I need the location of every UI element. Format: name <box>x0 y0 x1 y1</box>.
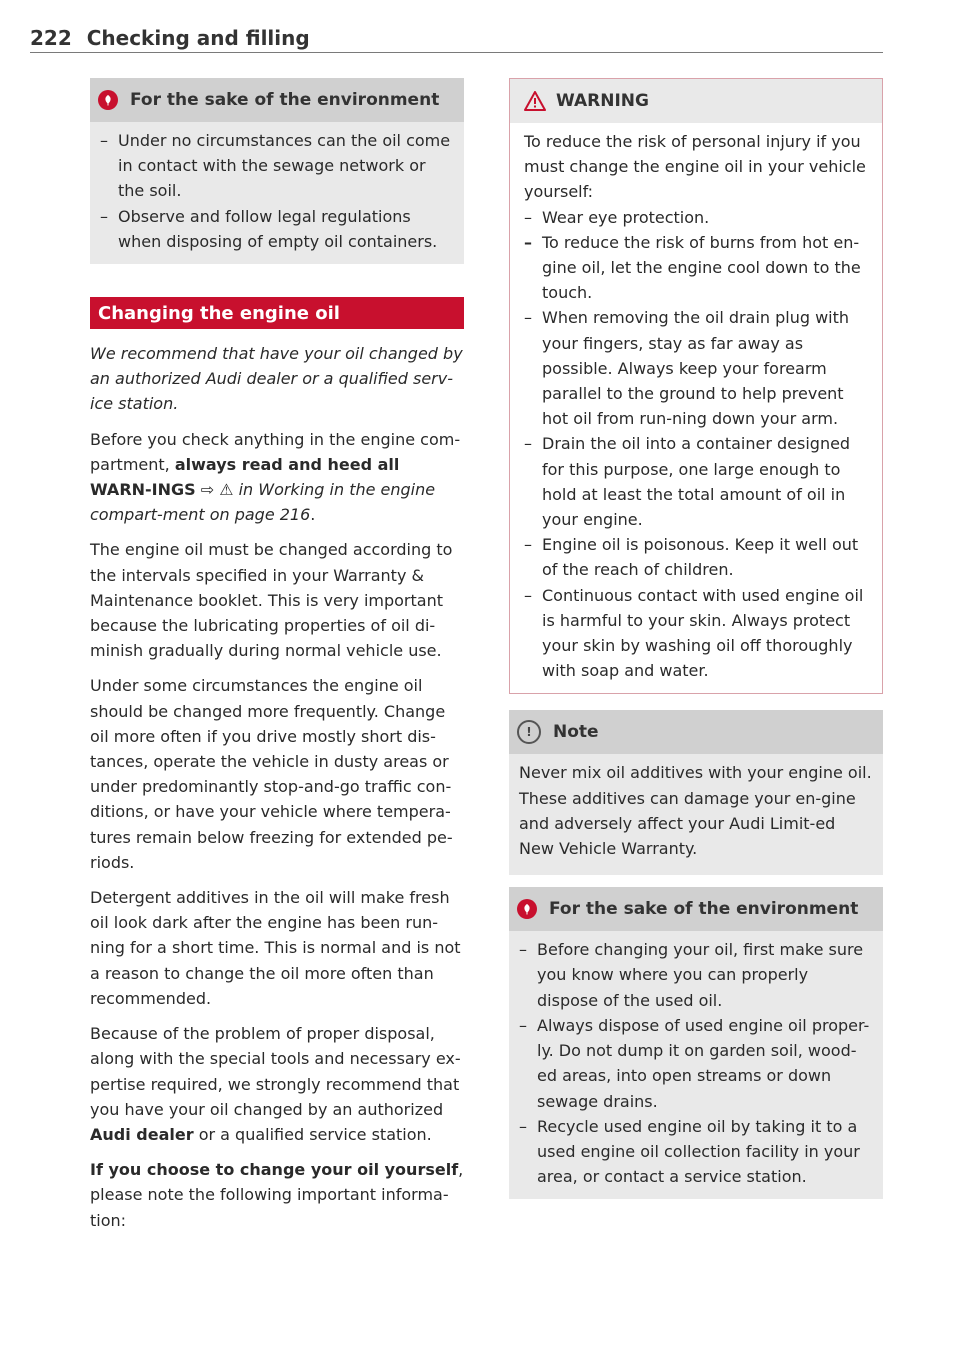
note-box <box>509 710 883 875</box>
warning-reference-paragraph <box>90 427 464 528</box>
right-column <box>509 78 883 1199</box>
list-item: – Under no circumstances can the oil come in contact with the sewage network or the soil. <box>100 128 454 204</box>
list-item: – Recycle used engine oil by taking it to a used engine oil collection facility in your area, or contact a service station. <box>519 1114 873 1190</box>
environment-list <box>519 937 873 1189</box>
text-run: Because of the problem of proper disposal, along with the special tools and necessary ex-pertise required, we strongly recommend that you have your oil changed by an authorized <box>90 1024 461 1119</box>
environment-box-title: For the sake of the environment <box>130 90 440 110</box>
left-column <box>90 78 464 1233</box>
list-item: – When removing the oil drain plug with your fingers, stay as far away as possible. Always keep your forearm parallel to the ground to help prevent hot oil from run-ning down your arm. <box>524 305 870 431</box>
warning-title: WARNING <box>556 91 649 111</box>
environment-box-right <box>509 887 883 1199</box>
leaf-icon <box>517 899 537 919</box>
list-item: – Before changing your oil, first make sure you know where you can properly dispose of the used oil. <box>519 937 873 1013</box>
list-item: – Wear eye protection. <box>524 205 870 230</box>
warning-triangle-icon <box>524 91 546 111</box>
list-item: – To reduce the risk of burns from hot en-gine oil, let the engine cool down to the touch. <box>524 230 870 306</box>
text-run: or a qualified service station. <box>193 1124 432 1144</box>
list-item: – Engine oil is poisonous. Keep it well out of the reach of children. <box>524 532 870 582</box>
section-title: Changing the engine oil <box>90 297 464 329</box>
warning-intro: To reduce the risk of personal injury if you must change the engine oil in your vehicle yourself: <box>524 132 866 202</box>
paragraph: Detergent additives in the oil will make fresh oil look dark after the engine has been run-ning for a short time. This is normal and is not a reason to change the oil more often than recommended. <box>90 888 461 1008</box>
environment-box-header <box>90 78 464 122</box>
note-body <box>509 754 883 875</box>
leaf-icon <box>98 90 118 110</box>
warning-box <box>509 78 883 694</box>
chapter-title: Checking and filling <box>86 26 310 50</box>
environment-box-title: For the sake of the environment <box>549 899 859 920</box>
bold-text: Audi dealer <box>90 1124 194 1144</box>
environment-list <box>100 128 454 254</box>
intro-paragraph: We recommend that have your oil changed by an authorized Audi dealer or a qualified serv-ice station. <box>90 344 463 414</box>
page-reference-link[interactable]: ⇨ ⚠ in Working in the engine compart-ment on page 216 <box>90 480 436 525</box>
paragraph <box>90 1021 464 1147</box>
text-run: Before you check anything in the engine com-partment, <box>90 429 461 474</box>
page-number: 222 <box>30 26 72 50</box>
environment-box-body <box>90 122 464 264</box>
spacer <box>509 875 883 887</box>
environment-box-header <box>509 887 883 931</box>
page-header <box>30 26 883 53</box>
bold-text: If you choose to change your oil yourself <box>90 1160 459 1180</box>
text-run: , please note the following important informa-tion: <box>90 1160 464 1230</box>
exclamation-icon: ! <box>517 720 541 744</box>
environment-box-left <box>90 78 464 264</box>
list-item: – Continuous contact with used engine oil is harmful to your skin. Always protect your skin by washing oil off thoroughly with soap and water. <box>524 583 870 684</box>
spacer <box>509 694 883 710</box>
warning-header <box>510 79 882 123</box>
list-item: – Always dispose of used engine oil proper-ly. Do not dump it on garden soil, wood-ed areas, into open streams or down sewage drains. <box>519 1013 873 1114</box>
bold-text: always read and heed all WARN-INGS <box>90 454 400 500</box>
paragraph <box>90 1157 464 1233</box>
warning-body <box>510 123 882 693</box>
text-run: . <box>310 505 316 525</box>
environment-box-body <box>509 931 883 1199</box>
list-item: – Drain the oil into a container designed for this purpose, one large enough to hold at least the total amount of oil in your engine. <box>524 431 870 532</box>
note-header <box>509 710 883 754</box>
paragraph: Under some circumstances the engine oil should be changed more frequently. Change oil more often if you drive mostly short dis-tances, operate the vehicle in dusty areas or under predominantly stop-and-go traffic con-ditions, or have your vehicle where tempera-tures remain below freezing for extended pe-riods. <box>90 676 453 872</box>
warning-list <box>524 205 870 684</box>
note-title: Note <box>553 722 599 743</box>
note-text: Never mix oil additives with your engine oil. These additives can damage your en-gine and adversely affect your Audi Limit-ed New Vehicle Warranty. <box>519 763 872 859</box>
list-item: – Observe and follow legal regulations when disposing of empty oil containers. <box>100 204 454 254</box>
paragraph: The engine oil must be changed according to the intervals specified in your Warranty & Maintenance booklet. This is very important because the lubricating properties of oil di-minish gradually during normal vehicle use. <box>90 540 453 661</box>
